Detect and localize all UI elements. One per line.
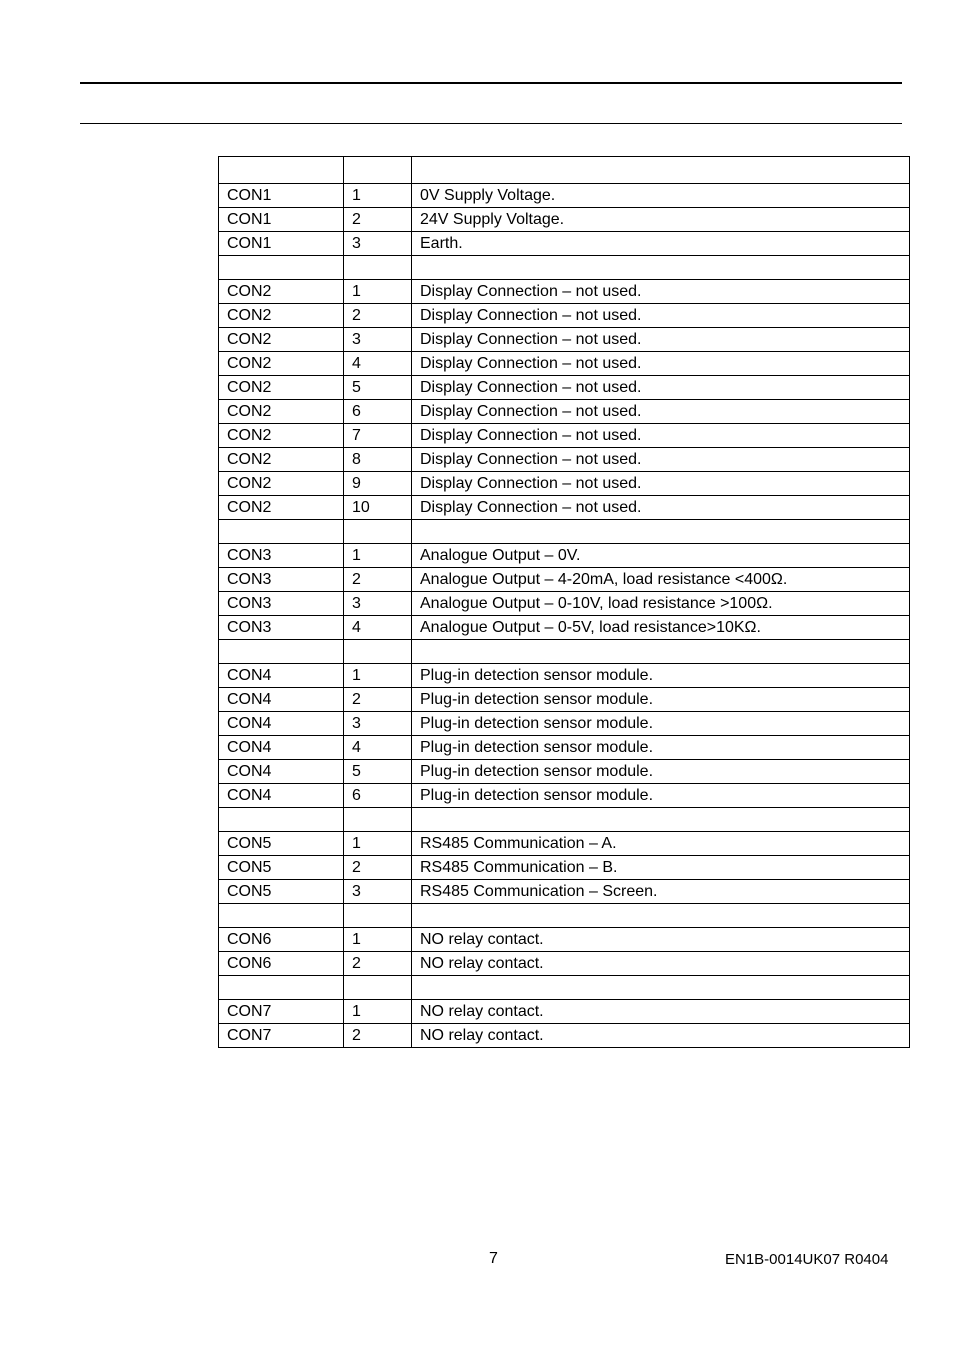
connector-cell: CON2 (219, 280, 344, 304)
connector-cell: CON2 (219, 448, 344, 472)
connector-cell (219, 640, 344, 664)
pin-cell: 7 (344, 424, 412, 448)
connector-cell: CON1 (219, 232, 344, 256)
pin-cell (344, 520, 412, 544)
description-cell: Display Connection – not used. (412, 328, 910, 352)
table-row (219, 280, 910, 304)
pin-cell: 1 (344, 832, 412, 856)
description-cell (412, 640, 910, 664)
description-cell: RS485 Communication – B. (412, 856, 910, 880)
connector-cell (219, 256, 344, 280)
description-cell: 24V Supply Voltage. (412, 208, 910, 232)
table-row (219, 232, 910, 256)
description-cell: Display Connection – not used. (412, 352, 910, 376)
table-row (219, 568, 910, 592)
connector-cell: CON3 (219, 544, 344, 568)
pin-cell: 2 (344, 688, 412, 712)
connector-cell (219, 904, 344, 928)
pin-cell (344, 256, 412, 280)
pin-cell: 2 (344, 1024, 412, 1048)
description-cell: Display Connection – not used. (412, 376, 910, 400)
connector-pin-table (218, 156, 910, 1048)
table-row (219, 784, 910, 808)
connector-cell: CON7 (219, 1024, 344, 1048)
table-row (219, 376, 910, 400)
pin-cell: 6 (344, 400, 412, 424)
description-cell: Analogue Output – 0V. (412, 544, 910, 568)
table-row (219, 256, 910, 280)
pin-cell (344, 976, 412, 1000)
connector-cell: CON5 (219, 856, 344, 880)
description-cell: Display Connection – not used. (412, 304, 910, 328)
connector-cell (219, 976, 344, 1000)
pin-cell: 3 (344, 712, 412, 736)
description-cell: Display Connection – not used. (412, 496, 910, 520)
connector-cell: CON2 (219, 376, 344, 400)
table-row (219, 976, 910, 1000)
pin-cell: 2 (344, 856, 412, 880)
pin-cell: 5 (344, 760, 412, 784)
description-cell: Earth. (412, 232, 910, 256)
description-cell: Display Connection – not used. (412, 448, 910, 472)
table-row (219, 904, 910, 928)
description-cell: Display Connection – not used. (412, 472, 910, 496)
pin-cell: 1 (344, 544, 412, 568)
pin-cell: 4 (344, 352, 412, 376)
description-cell: Plug-in detection sensor module. (412, 688, 910, 712)
header-cell-pin (344, 157, 412, 184)
table-row (219, 520, 910, 544)
pin-cell (344, 904, 412, 928)
connector-cell: CON2 (219, 496, 344, 520)
header-rule-top (80, 82, 902, 84)
table-row (219, 856, 910, 880)
connector-cell: CON2 (219, 472, 344, 496)
description-cell: Analogue Output – 4-20mA, load resistance <400Ω. (412, 568, 910, 592)
table-row (219, 472, 910, 496)
description-cell: Plug-in detection sensor module. (412, 736, 910, 760)
pin-cell: 2 (344, 304, 412, 328)
table-row (219, 448, 910, 472)
pin-cell: 3 (344, 880, 412, 904)
connector-cell: CON3 (219, 616, 344, 640)
pin-cell: 4 (344, 736, 412, 760)
table-row (219, 832, 910, 856)
table-row (219, 544, 910, 568)
connector-cell: CON2 (219, 304, 344, 328)
table-row (219, 736, 910, 760)
table-row (219, 616, 910, 640)
description-cell: NO relay contact. (412, 928, 910, 952)
table-row (219, 352, 910, 376)
description-cell: Plug-in detection sensor module. (412, 760, 910, 784)
connector-cell: CON3 (219, 592, 344, 616)
table-header-row (219, 157, 910, 184)
description-cell (412, 520, 910, 544)
description-cell (412, 904, 910, 928)
table-row (219, 304, 910, 328)
table-row (219, 688, 910, 712)
connector-cell: CON5 (219, 880, 344, 904)
document-reference: EN1B-0014UK07 R0404 (725, 1251, 889, 1268)
table-row (219, 880, 910, 904)
table-row (219, 664, 910, 688)
description-cell: Plug-in detection sensor module. (412, 664, 910, 688)
pin-cell: 2 (344, 952, 412, 976)
connector-cell (219, 808, 344, 832)
description-cell: RS485 Communication – A. (412, 832, 910, 856)
table-row (219, 424, 910, 448)
connector-cell: CON5 (219, 832, 344, 856)
description-cell: NO relay contact. (412, 1000, 910, 1024)
header-cell-connector (219, 157, 344, 184)
connector-cell: CON7 (219, 1000, 344, 1024)
pin-cell: 6 (344, 784, 412, 808)
connector-cell: CON4 (219, 688, 344, 712)
page-number: 7 (489, 1250, 498, 1267)
pin-cell (344, 808, 412, 832)
table-row (219, 928, 910, 952)
pin-cell: 4 (344, 616, 412, 640)
connector-cell: CON4 (219, 760, 344, 784)
pin-cell: 1 (344, 928, 412, 952)
pin-cell: 1 (344, 664, 412, 688)
description-cell: NO relay contact. (412, 1024, 910, 1048)
pin-cell: 5 (344, 376, 412, 400)
connector-cell: CON6 (219, 928, 344, 952)
pin-cell: 1 (344, 1000, 412, 1024)
table-row (219, 184, 910, 208)
pin-cell: 1 (344, 280, 412, 304)
connector-cell: CON4 (219, 712, 344, 736)
pin-cell: 3 (344, 328, 412, 352)
table-row (219, 952, 910, 976)
pin-cell: 9 (344, 472, 412, 496)
pin-cell: 3 (344, 232, 412, 256)
description-cell: Display Connection – not used. (412, 400, 910, 424)
pin-cell: 8 (344, 448, 412, 472)
table-row (219, 328, 910, 352)
table-row (219, 496, 910, 520)
description-cell (412, 808, 910, 832)
description-cell (412, 976, 910, 1000)
connector-cell: CON6 (219, 952, 344, 976)
connector-cell: CON4 (219, 736, 344, 760)
pin-cell: 2 (344, 208, 412, 232)
connector-cell: CON2 (219, 328, 344, 352)
description-cell: 0V Supply Voltage. (412, 184, 910, 208)
connector-cell: CON1 (219, 184, 344, 208)
table-row (219, 400, 910, 424)
description-cell: Analogue Output – 0-10V, load resistance >100Ω. (412, 592, 910, 616)
connector-cell: CON2 (219, 352, 344, 376)
pin-cell: 3 (344, 592, 412, 616)
table-row (219, 208, 910, 232)
description-cell (412, 256, 910, 280)
description-cell: Plug-in detection sensor module. (412, 712, 910, 736)
table-row (219, 712, 910, 736)
table-row (219, 760, 910, 784)
header-cell-description (412, 157, 910, 184)
connector-cell: CON4 (219, 784, 344, 808)
connector-cell: CON1 (219, 208, 344, 232)
connector-cell: CON2 (219, 400, 344, 424)
description-cell: RS485 Communication – Screen. (412, 880, 910, 904)
table-row (219, 1024, 910, 1048)
table-row (219, 640, 910, 664)
description-cell: Display Connection – not used. (412, 280, 910, 304)
table-row (219, 1000, 910, 1024)
description-cell: Analogue Output – 0-5V, load resistance>10KΩ. (412, 616, 910, 640)
description-cell: Display Connection – not used. (412, 424, 910, 448)
description-cell: NO relay contact. (412, 952, 910, 976)
pin-cell: 2 (344, 568, 412, 592)
connector-cell: CON4 (219, 664, 344, 688)
header-rule-bottom (80, 123, 902, 124)
table-row (219, 592, 910, 616)
pin-cell: 1 (344, 184, 412, 208)
table-row (219, 808, 910, 832)
connector-cell (219, 520, 344, 544)
pin-cell: 10 (344, 496, 412, 520)
description-cell: Plug-in detection sensor module. (412, 784, 910, 808)
connector-cell: CON2 (219, 424, 344, 448)
pin-cell (344, 640, 412, 664)
connector-cell: CON3 (219, 568, 344, 592)
